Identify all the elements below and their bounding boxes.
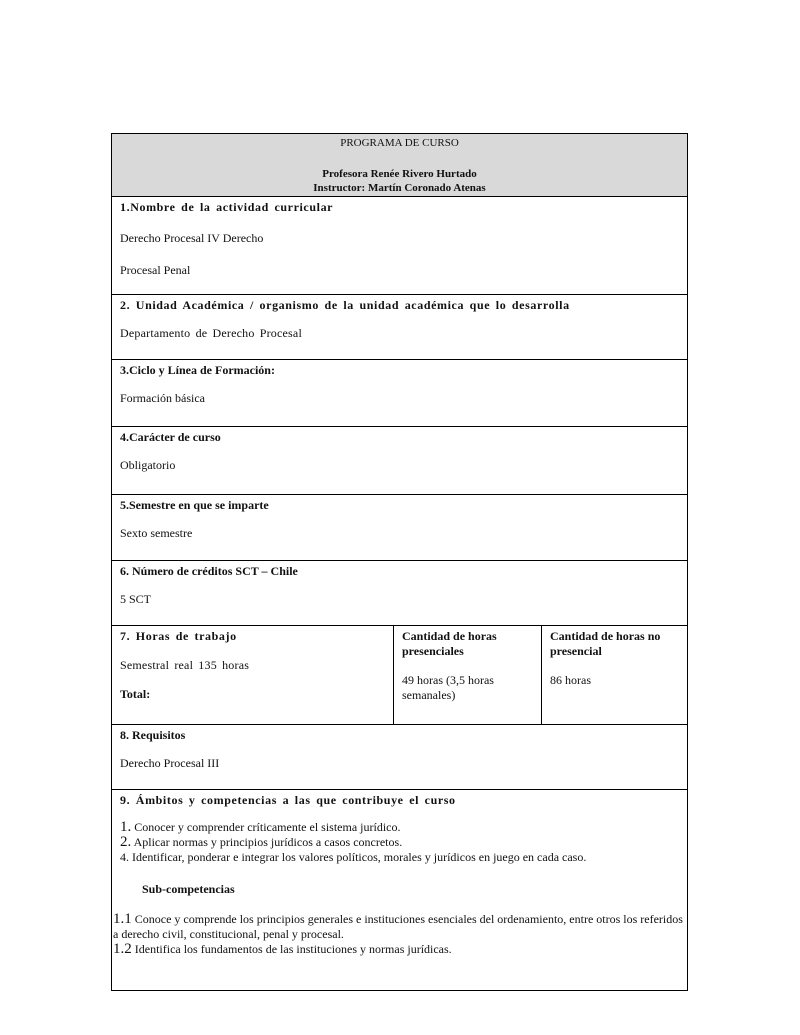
semestral-hours: Semestral real 135 horas [120, 658, 250, 672]
program-header [112, 134, 687, 196]
section-competencies [112, 789, 687, 990]
program-title: PROGRAMA DE CURSO [340, 137, 459, 149]
section-value: Procesal Penal [120, 263, 191, 277]
list-item [113, 912, 683, 942]
sub-competency-number: 1.1 [113, 911, 132, 927]
section-activity-name [112, 196, 687, 294]
professor-name: Profesora Renée Rivero Hurtado [322, 168, 477, 180]
list-item [120, 835, 683, 850]
section-value: Derecho Procesal IV Derecho [120, 231, 264, 245]
sub-competency-list [113, 912, 683, 957]
section-work-hours [112, 625, 687, 724]
section-heading: 8. Requisitos [120, 728, 186, 742]
section-heading: 3.Ciclo y Línea de Formación: [120, 363, 275, 377]
sub-competency-text: Conoce y comprende los principios generales e instituciones esenciales del ordenamiento, entre otros los referidos a derecho civil, constitucional, penal y procesal. [113, 912, 683, 941]
competency-text: Aplicar normas y principios jurídicos a casos concretos. [133, 835, 403, 849]
sub-competencies-heading: Sub-competencias [142, 882, 235, 896]
section-heading: 1.Nombre de la actividad curricular [120, 200, 334, 214]
section-value: Formación básica [120, 391, 205, 405]
sub-competency-text: Identifica los fundamentos de las instituciones y normas jurídicas. [134, 942, 452, 956]
section-heading: 4.Carácter de curso [120, 430, 221, 444]
competency-number: 1. [120, 819, 132, 835]
section-requirements [112, 724, 687, 789]
list-item [120, 850, 683, 865]
hours-column-total [112, 626, 394, 724]
competency-text: Identificar, ponderar e integrar los valores políticos, morales y jurídicos en juego en cada caso. [132, 850, 587, 864]
section-value: Sexto semestre [120, 526, 193, 540]
competency-list [120, 820, 683, 865]
hours-column-no-presencial [542, 626, 687, 724]
section-value: Departamento de Derecho Procesal [120, 326, 302, 340]
sub-competency-number: 1.2 [113, 941, 132, 957]
competency-text: Conocer y comprender críticamente el sistema jurídico. [134, 820, 401, 834]
presencial-heading: Cantidad de horas presenciales [402, 629, 497, 658]
instructor-name: Instructor: Martín Coronado Atenas [313, 182, 486, 194]
section-heading: 5.Semestre en que se imparte [120, 498, 269, 512]
section-semester [112, 494, 687, 560]
section-course-type [112, 426, 687, 494]
list-item [120, 820, 683, 835]
competency-number: 4. [120, 850, 129, 864]
section-value: Obligatorio [120, 458, 176, 472]
section-heading: 6. Número de créditos SCT – Chile [120, 564, 298, 578]
section-credits [112, 560, 687, 625]
total-label: Total: [120, 687, 151, 701]
section-value: Derecho Procesal III [120, 756, 220, 770]
section-heading: 9. Ámbitos y competencias a las que contribuye el curso [120, 793, 456, 807]
hours-column-presencial [394, 626, 542, 724]
section-heading: 7. Horas de trabajo [120, 629, 237, 643]
section-value: 5 SCT [120, 592, 152, 606]
section-heading: 2. Unidad Académica / organismo de la unidad académica que lo desarrolla [120, 298, 570, 312]
section-cycle [112, 359, 687, 426]
presencial-value: 49 horas (3,5 horas semanales) [402, 673, 494, 702]
section-academic-unit [112, 294, 687, 359]
competency-number: 2. [120, 834, 132, 850]
no-presencial-heading: Cantidad de horas no presencial [550, 629, 661, 658]
list-item [113, 942, 683, 957]
course-program-table [111, 133, 688, 991]
no-presencial-value: 86 horas [550, 673, 591, 687]
